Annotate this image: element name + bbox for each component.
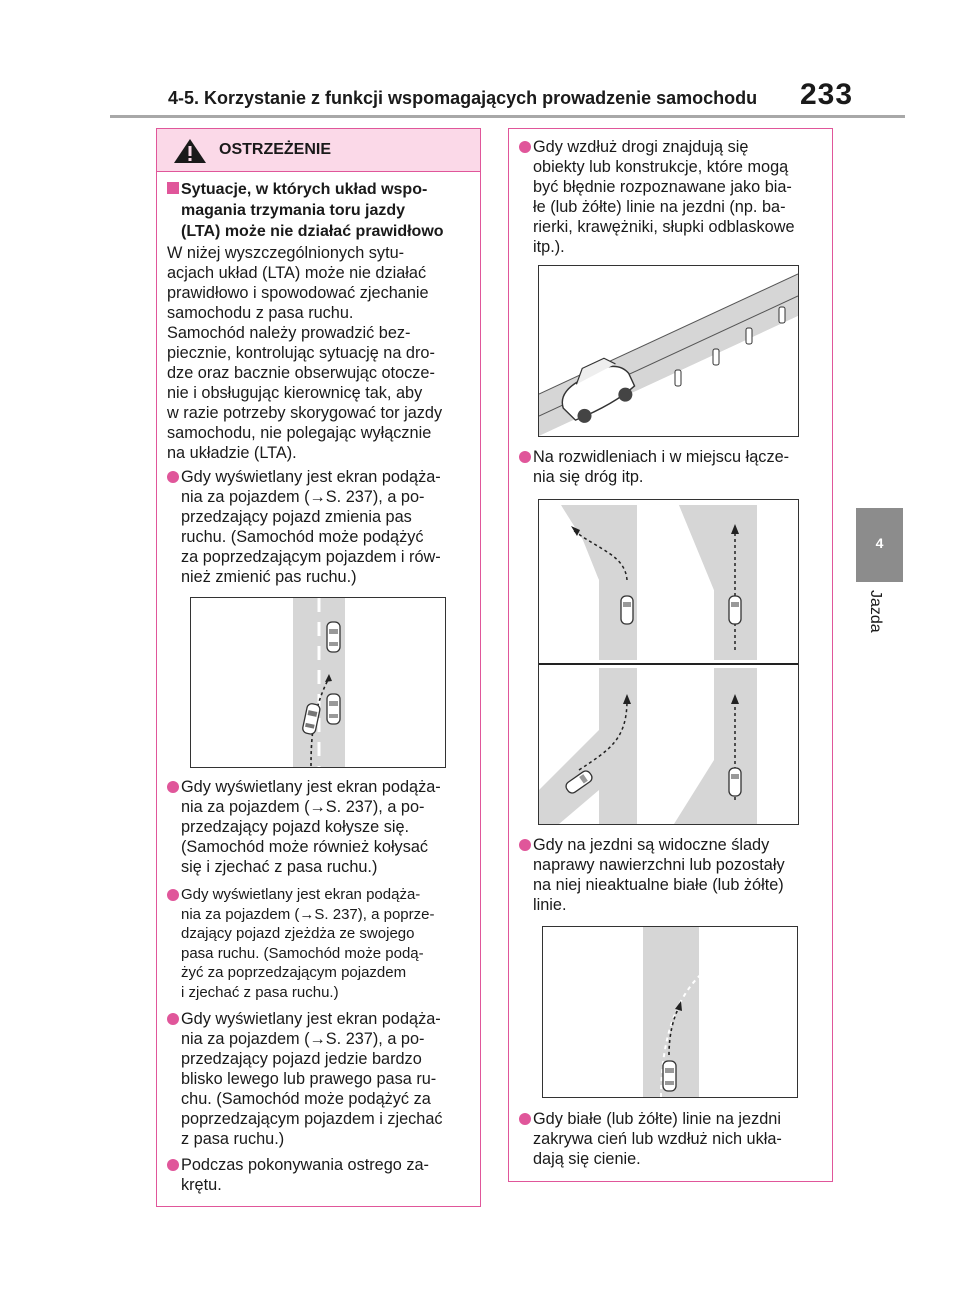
text-line: przedzający pojazd kołysze się. — [181, 818, 410, 836]
bullet-dot-icon — [167, 781, 179, 793]
illustration-road-forks — [538, 499, 799, 825]
text-line: pasa ruchu. (Samochód może podą- — [181, 944, 424, 962]
text-line: krętu. — [181, 1176, 222, 1194]
text-line: na niej nieaktualne białe (lub żółte) — [533, 876, 784, 894]
road-forks-diagram — [539, 500, 798, 824]
text-line: żyć za poprzedzającym pojazdem — [181, 964, 407, 981]
bullet-dot-icon — [519, 1113, 531, 1125]
bullet-dot-icon — [519, 839, 531, 851]
text-line: (Samochód może również kołysać — [181, 838, 429, 856]
list-item — [519, 137, 824, 257]
bullet-dot-icon — [167, 471, 179, 483]
bullet-dot-icon — [167, 1013, 179, 1025]
bullet-dot-icon — [519, 141, 531, 153]
header-rule — [110, 115, 905, 118]
text-line: nia za pojazdem (→S. 237), a po- — [181, 488, 425, 506]
bullet-dot-icon — [167, 1159, 179, 1171]
illustration-old-lines — [542, 926, 798, 1098]
warning-triangle-icon — [173, 138, 207, 164]
text-line: nia za pojazdem (→S. 237), a po- — [181, 1030, 425, 1048]
text-line: chu. (Samochód może podążyć za — [181, 1090, 431, 1108]
illustration-roadside-posts — [538, 265, 799, 437]
list-item — [519, 1109, 824, 1169]
text-line: naprawy nawierzchni lub pozostały — [533, 856, 785, 874]
text-line: nie i obsługując kierownicę tak, aby — [167, 384, 423, 402]
warning-box-left — [156, 128, 481, 1207]
list-item — [167, 1155, 472, 1195]
text-line: nia za pojazdem (→S. 237), a po- — [181, 798, 425, 816]
text-line: łe (lub żółte) linie na jezdni (np. ba- — [533, 198, 786, 216]
text-line: na układzie (LTA). — [167, 444, 297, 462]
text-line: Gdy białe (lub żółte) linie na jezdni — [533, 1110, 781, 1128]
list-item — [519, 835, 824, 915]
text-line: w razie potrzeby skorygować tor jazdy — [167, 404, 443, 422]
text-line: dze oraz bacznie obserwując otocze- — [167, 364, 435, 382]
text-line: obiekty lub konstrukcje, które mogą — [533, 158, 789, 176]
text-line: przedzający pojazd jedzie bardzo — [181, 1050, 422, 1068]
warning-header — [157, 129, 480, 172]
car-icon — [729, 768, 741, 796]
car-icon — [327, 622, 340, 652]
text-line: rierki, krawężniki, słupki odblaskowe — [533, 218, 795, 236]
text-line: być błędnie rozpoznawane jako bia- — [533, 178, 792, 196]
text-line: blisko lewego lub prawego pasa ru- — [181, 1070, 437, 1088]
text-line: i zjechać z pasa ruchu.) — [181, 983, 339, 1001]
list-item — [519, 447, 824, 487]
text-line: itp.). — [533, 238, 565, 256]
text-line: Gdy wyświetlany jest ekran podąża- — [181, 886, 421, 903]
text-line: poprzedzającym pojazdem i zjechać — [181, 1110, 443, 1128]
text-line: Gdy na jezdni są widoczne ślady — [533, 836, 770, 854]
heading-line: Sytuacje, w których układ wspo- — [181, 181, 428, 198]
warning-intro — [167, 243, 475, 463]
text-line: samochodu z pasa ruchu. — [167, 304, 354, 322]
heading-line: (LTA) może nie działać prawidłowo — [181, 223, 444, 240]
text-line: Gdy wzdłuż drogi znajdują się — [533, 138, 749, 156]
lane-change-diagram — [191, 598, 445, 767]
text-line: piecznie, kontrolując sytuację na dro- — [167, 344, 435, 362]
text-line: Gdy wyświetlany jest ekran podąża- — [181, 778, 441, 796]
text-line: się i zjechać z pasa ruchu.) — [181, 858, 378, 876]
car-icon — [621, 596, 633, 624]
text-line: ruchu. (Samochód może podążyć — [181, 528, 424, 546]
text-line: Samochód należy prowadzić bez- — [167, 324, 411, 342]
square-bullet-icon — [167, 182, 179, 194]
text-line: nia za pojazdem (→S. 237), a poprze- — [181, 905, 435, 923]
text-line: samochodu, nie polegając wyłącznie — [167, 424, 432, 442]
text-line: linie. — [533, 896, 567, 914]
chapter-number: 4 — [875, 535, 884, 551]
old-lines-diagram — [543, 927, 797, 1097]
text-line: nież zmienić pas ruchu.) — [181, 568, 357, 586]
bullet-dot-icon — [167, 889, 179, 901]
heading-line: magania trzymania toru jazdy — [181, 202, 406, 219]
warning-section-heading — [167, 179, 472, 242]
warning-box-right — [508, 128, 833, 1182]
page-number: 233 — [800, 78, 854, 111]
text-line: Na rozwidleniach i w miejscu łącze- — [533, 448, 790, 466]
text-line: z pasa ruchu.) — [181, 1130, 285, 1148]
list-item — [167, 777, 472, 877]
text-line: nia się dróg itp. — [533, 468, 644, 486]
text-line: W niżej wyszczególnionych sytu- — [167, 244, 405, 262]
list-item — [167, 1009, 472, 1149]
car-icon — [729, 596, 741, 624]
page-header — [0, 0, 960, 120]
warning-title: OSTRZEŻENIE — [219, 141, 332, 158]
chapter-label: Jazda — [867, 590, 884, 633]
list-item — [167, 467, 472, 587]
text-line: przedzający pojazd zmienia pas — [181, 508, 412, 526]
text-line: prawidłowo i spowodować zjechanie — [167, 284, 429, 302]
bullet-dot-icon — [519, 451, 531, 463]
text-line: zakrywa cień lub wzdłuż nich ukła- — [533, 1130, 782, 1148]
car-icon — [663, 1061, 676, 1091]
text-line: Gdy wyświetlany jest ekran podąża- — [181, 1010, 441, 1028]
section-title: 4-5. Korzystanie z funkcji wspomagających prowadzenie samochodu — [168, 88, 758, 108]
list-item — [167, 885, 472, 1002]
text-line: Podczas pokonywania ostrego za- — [181, 1156, 429, 1174]
car-icon — [327, 694, 340, 724]
text-line: acjach układ (LTA) może nie działać — [167, 264, 427, 282]
text-line: dają się cienie. — [533, 1150, 641, 1168]
roadside-posts-diagram — [539, 266, 798, 436]
text-line: za poprzedzającym pojazdem i rów- — [181, 548, 441, 566]
text-line: Gdy wyświetlany jest ekran podąża- — [181, 468, 441, 486]
text-line: dzający pojazd zjeżdża ze swojego — [181, 925, 415, 942]
illustration-lane-change — [190, 597, 446, 768]
